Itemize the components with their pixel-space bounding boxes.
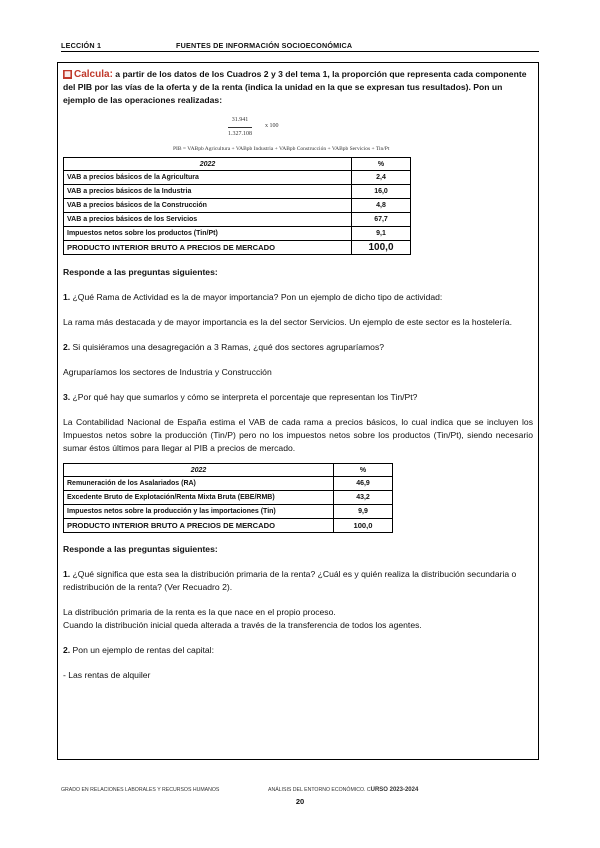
table-row (64, 199, 411, 213)
supply-table (63, 157, 411, 255)
row-label: Remuneración de los Asalariados (RA) (64, 477, 334, 491)
row-label: Impuestos netos sobre la producción y las importaciones (Tin) (64, 505, 334, 519)
calculator-icon: ▦ (64, 71, 71, 79)
table-header-row (64, 158, 411, 171)
course-prefix: ANÁLISIS DEL ENTORNO ECONÓMICO. C (268, 787, 371, 793)
table-row (64, 185, 411, 199)
table-row (64, 491, 393, 505)
row-label: VAB a precios básicos de la Agricultura (64, 171, 352, 185)
answer-1-line-2: Cuando la distribución inicial queda alterada a través de la transferencia de todos los agentes. (63, 620, 422, 630)
row-value: 2,4 (352, 171, 411, 185)
lesson-label: LECCIÓN 1 (61, 41, 102, 50)
question-text: ¿Qué significa que esta sea la distribución primaria de la renta? ¿Cuál es y quién realiza la distribución secundaria o redistribución de la renta? (Ver Recuadro 2). (63, 569, 517, 592)
row-value: 9,9 (334, 505, 393, 519)
section-heading: Responde a las preguntas siguientes: (63, 544, 218, 554)
formula-denominator: 1.327.108 (228, 131, 252, 137)
row-label: Impuestos netos sobre los productos (Tin/Pt) (64, 227, 352, 241)
table-total-row (64, 519, 393, 533)
question-text: Pon un ejemplo de rentas del capital: (70, 645, 214, 655)
question-3 (63, 391, 533, 404)
row-label: VAB a precios básicos de la Construcción (64, 199, 352, 213)
exercise-content (63, 67, 533, 682)
row-value: 43,2 (334, 491, 393, 505)
row-label: Excedente Bruto de Explotación/Renta Mixta Bruta (EBE/RMB) (64, 491, 334, 505)
question-1 (63, 291, 533, 304)
question-1 (63, 568, 533, 594)
question-number: 2. (63, 342, 71, 352)
answer-3: La Contabilidad Nacional de España estima el VAB de cada rama a precios básicos, lo cual indica que se incluyen los Impuestos netos sobre la producción (Tin/P) pero no los impuestos netos sobre los productos (Tin/Pt), siendo necesario sumar éstos últimos para llegar al PIB a precios de mercado. (63, 417, 533, 453)
answer-2: - Las rentas de alquiler (63, 670, 151, 680)
calc-text: a partir de los datos de los Cuadros 2 y 3 del tema 1, la proporción que representa cada componente del PIB por las vías de la oferta y de la renta (indica la unidad en la que se expresan tus resultados). Pon un ejemplo de las operaciones realizadas: (63, 69, 527, 105)
table-header-row (64, 464, 393, 477)
question-2 (63, 341, 533, 354)
table-row (64, 477, 393, 491)
total-label: PRODUCTO INTERIOR BRUTO A PRECIOS DE MERCADO (64, 519, 334, 533)
question-text: ¿Por qué hay que sumarlos y cómo se interpreta el porcentaje que representan los Tin/Pt? (70, 392, 418, 402)
table-row (64, 505, 393, 519)
answer-1: La rama más destacada y de mayor importancia es la del sector Servicios. Un ejemplo de este sector es la hostelería. (63, 317, 512, 327)
row-value: 46,9 (334, 477, 393, 491)
row-label: VAB a precios básicos de los Servicios (64, 213, 352, 227)
row-value: 16,0 (352, 185, 411, 199)
header-divider (61, 51, 539, 52)
course-year: URSO 2023-2024 (370, 787, 419, 793)
degree-label: GRADO EN RELACIONES LABORALES Y RECURSOS HUMANOS (61, 787, 220, 793)
section-title: FUENTES DE INFORMACIÓN SOCIOECONÓMICA (176, 41, 353, 50)
formula-fraction (228, 114, 252, 141)
total-value: 100,0 (352, 241, 411, 255)
answer-1-line-1: La distribución primaria de la renta es la que nace en el propio proceso. (63, 607, 336, 617)
row-value: 67,7 (352, 213, 411, 227)
question-number: 1. (63, 292, 71, 302)
calc-instruction (63, 68, 533, 107)
row-value: 4,8 (352, 199, 411, 213)
table-year: 2022 (64, 158, 352, 171)
row-label: VAB a precios básicos de la Industria (64, 185, 352, 199)
table-row (64, 171, 411, 185)
question-number: 1. (63, 569, 71, 579)
question-number: 3. (63, 392, 71, 402)
row-value: 9,1 (352, 227, 411, 241)
formula-numerator: 31.941 (228, 114, 252, 128)
question-text: Si quisiéramos una desagregación a 3 Ramas, ¿qué dos sectores agruparíamos? (70, 342, 385, 352)
table-total-row (64, 241, 411, 255)
calc-label: Calcula: (74, 69, 113, 80)
formula-equation: PIB = VABpb Agricultura + VABpb Industria + VABpb Construcción + VABpb Servicios + Tin/Pt (173, 146, 390, 152)
page-number: 20 (295, 797, 305, 806)
table-year: 2022 (64, 464, 334, 477)
total-label: PRODUCTO INTERIOR BRUTO A PRECIOS DE MERCADO (64, 241, 352, 255)
table-unit: % (334, 464, 393, 477)
table-row (64, 213, 411, 227)
section-heading: Responde a las preguntas siguientes: (63, 267, 218, 277)
question-2 (63, 644, 533, 657)
total-value: 100,0 (334, 519, 393, 533)
answer-2: Agruparíamos los sectores de Industria y Construcción (63, 367, 272, 377)
formula-multiplier: x 100 (265, 123, 279, 129)
question-text: ¿Qué Rama de Actividad es la de mayor importancia? Pon un ejemplo de dicho tipo de actividad: (70, 292, 443, 302)
course-label (268, 787, 418, 793)
table-unit: % (352, 158, 411, 171)
table-row (64, 227, 411, 241)
income-table (63, 463, 393, 533)
formula-example (63, 107, 533, 155)
question-number: 2. (63, 645, 71, 655)
